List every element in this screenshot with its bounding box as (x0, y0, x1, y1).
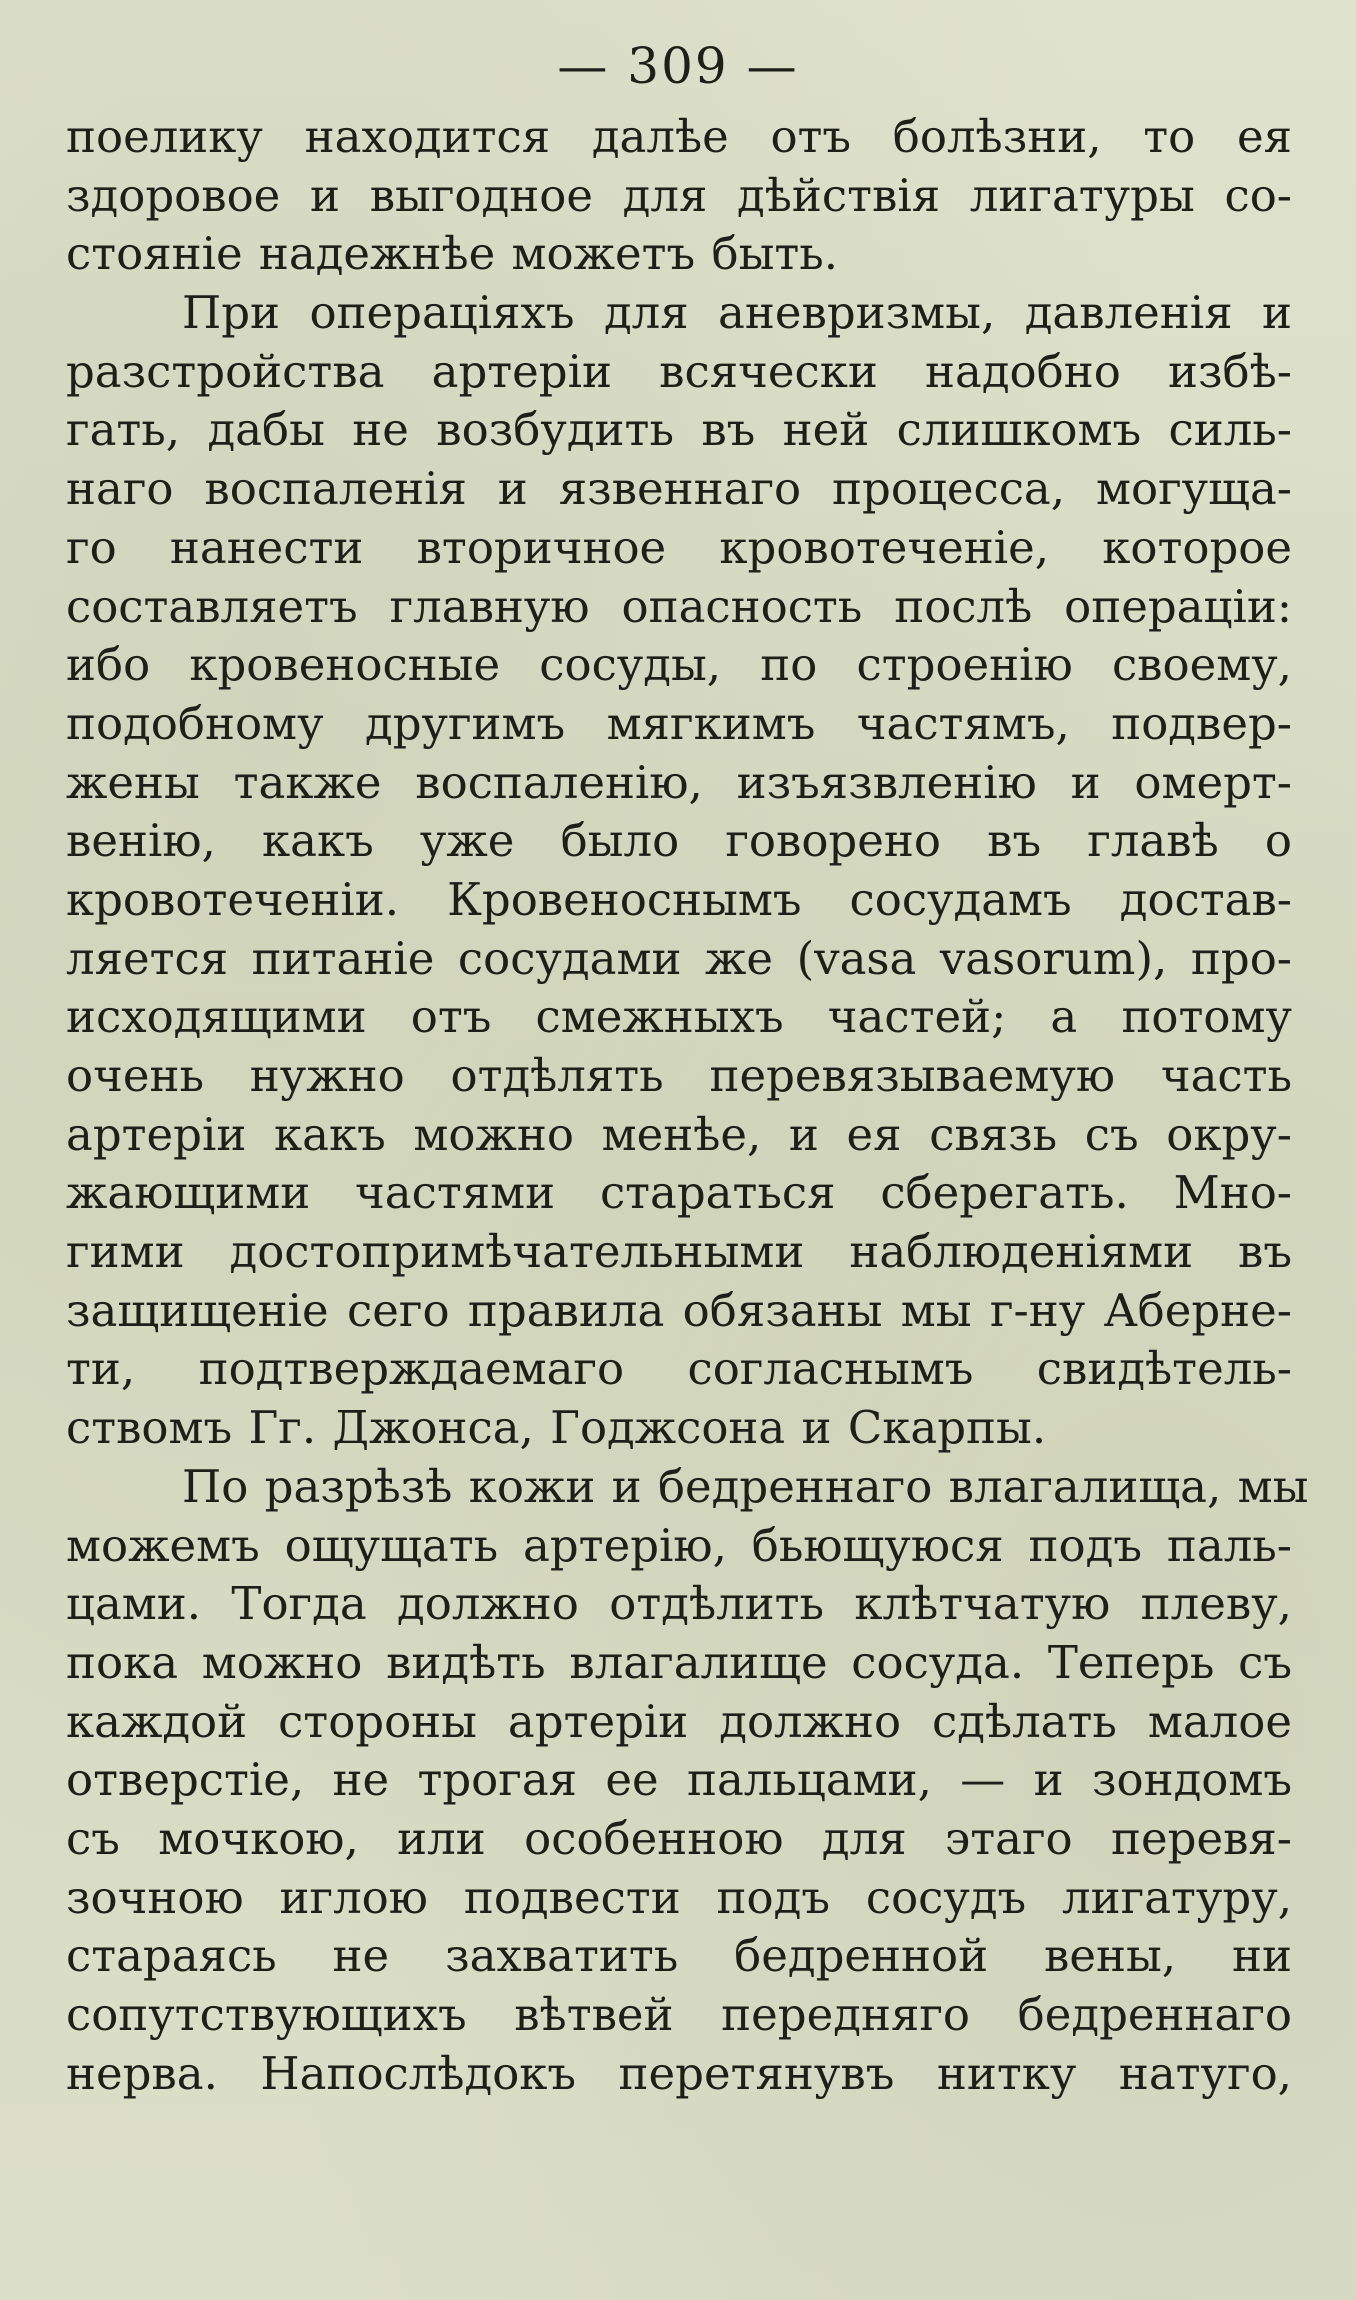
text-line: гать, дабы не возбудить въ ней слишкомъ силь- (66, 403, 1292, 457)
page-number-header: — 309 — (557, 37, 799, 95)
text-line: жающими частями стараться сберегать. Мно- (66, 1166, 1292, 1220)
paragraph-first-line: По разрѣзѣ кожи и бедреннаго влагалища, мы (182, 1459, 1309, 1513)
text-line: ляется питаніе сосудами же (vasa vasorum), про- (66, 931, 1292, 985)
text-line: съ мочкою, или особенною для этаго перевя- (66, 1811, 1292, 1865)
text-line: зочною иглою подвести подъ сосудъ лигатуру, (66, 1870, 1292, 1924)
text-line: разстройства артеріи всячески надобно избѣ- (66, 344, 1292, 398)
text-line: исходящими отъ смежныхъ частей; а потому (66, 990, 1292, 1044)
text-line: го нанести вторичное кровотеченіе, которое (66, 520, 1292, 574)
text-line: составляетъ главную опасность послѣ операціи: (66, 579, 1292, 633)
text-line: наго воспаленія и язвеннаго процесса, могуща- (66, 462, 1292, 516)
text-line: стараясь не захватить бедренной вены, ни (66, 1929, 1292, 1983)
paragraph-first-line: При операціяхъ для аневризмы, давленія и (182, 286, 1292, 340)
text-line: защищеніе сего правила обязаны мы г-ну Аберне- (66, 1283, 1292, 1337)
text-line: каждой стороны артеріи должно сдѣлать малое (66, 1694, 1292, 1748)
text-line: здоровое и выгодное для дѣйствія лигатуры со- (66, 168, 1292, 222)
text-line: отверстіе, не трогая ее пальцами, — и зондомъ (66, 1753, 1292, 1807)
text-line: сопутствующихъ вѣтвей передняго бедреннаго (66, 1988, 1292, 2041)
text-line: цами. Тогда должно отдѣлить клѣтчатую плеву, (66, 1577, 1292, 1631)
text-line: пока можно видѣть влагалище сосуда. Теперь съ (66, 1635, 1292, 1689)
text-line: можемъ ощущать артерію, бьющуюся подъ паль- (66, 1518, 1292, 1572)
text-line: венію, какъ уже было говорено въ главѣ о (66, 814, 1292, 868)
text-line: стояніе надежнѣе можетъ быть. (66, 227, 839, 281)
text-line: жены также воспаленію, изъязвленію и омерт- (66, 755, 1292, 809)
text-line: артеріи какъ можно менѣе, и ея связь съ окру- (66, 1107, 1292, 1161)
text-line: поелику находится далѣе отъ болѣзни, то ея (66, 110, 1292, 163)
text-line: очень нужно отдѣлять перевязываемую часть (66, 1049, 1292, 1102)
text-line: ибо кровеносные сосуды, по строенію своему, (66, 638, 1292, 692)
text-line: ти, подтверждаемаго согласнымъ свидѣтель- (66, 1342, 1292, 1396)
text-line: нерва. Напослѣдокъ перетянувъ нитку натуго, (66, 2046, 1292, 2100)
text-line: кровотеченіи. Кровеноснымъ сосудамъ достав- (66, 872, 1292, 926)
text-line: гими достопримѣчательными наблюденіями въ (66, 1225, 1292, 1279)
text-line: ствомъ Гг. Джонса, Годжсона и Скарпы. (66, 1401, 1047, 1455)
text-line: подобному другимъ мягкимъ частямъ, подвер- (66, 696, 1292, 750)
page-body-text (66, 108, 1309, 2103)
